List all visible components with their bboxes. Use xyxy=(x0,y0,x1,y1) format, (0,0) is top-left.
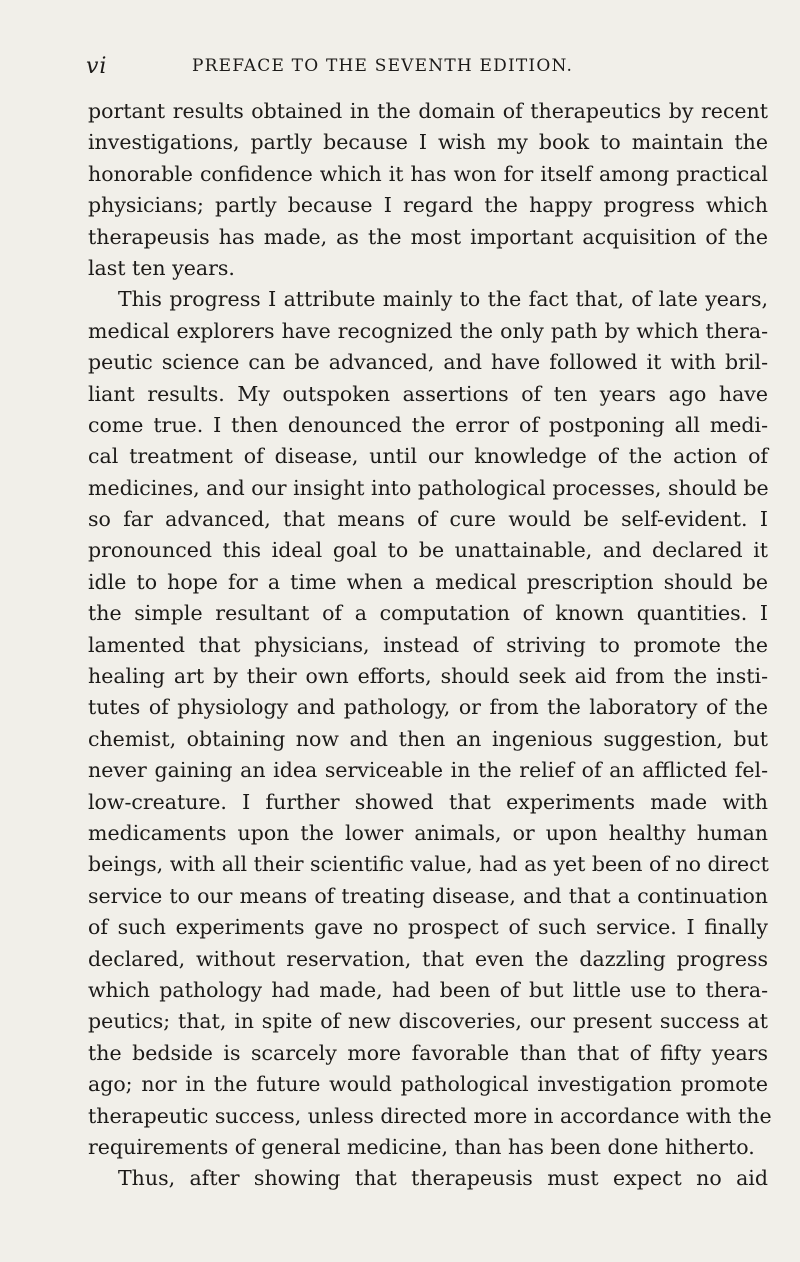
text-line: therapeutic success, unless directed more in accordance with the xyxy=(88,1103,772,1128)
text-line: last ten years. xyxy=(88,255,235,280)
text-line: low-creature. I further showed that experiments made with xyxy=(88,789,768,814)
text-line: cal treatment of disease, until our knowledge of the action of xyxy=(88,444,768,469)
text-line: declared, without reservation, that even the dazzling progress xyxy=(88,946,768,971)
text-line: the bedside is scarcely more favorable than that of fifty years xyxy=(88,1040,768,1065)
text-line: peutic science can be advanced, and have followed it with bril- xyxy=(88,350,768,375)
text-line: honorable confidence which it has won for itself among practical xyxy=(88,161,768,186)
text-line: healing art by their own efforts, should seek aid from the insti- xyxy=(88,664,768,689)
text-line: idle to hope for a time when a medical prescription should be xyxy=(88,569,768,594)
text-line: medical explorers have recognized the only path by which thera- xyxy=(88,318,768,343)
text-line: medicines, and our insight into pathological processes, should be xyxy=(88,475,769,500)
text-line: peutics; that, in spite of new discoveries, our present success at xyxy=(88,1009,768,1034)
text-line: come true. I then denounced the error of postponing all medi- xyxy=(88,412,768,437)
text-line: the simple resultant of a computation of known quantities. I xyxy=(88,601,768,626)
text-line: never gaining an idea serviceable in the relief of an afflicted fel- xyxy=(88,758,768,783)
text-line: Thus, after showing that therapeusis must expect no aid xyxy=(118,1166,768,1191)
text-line: beings, with all their scientific value, had as yet been of no direct xyxy=(88,852,769,877)
text-line: tutes of physiology and pathology, or from the laboratory of the xyxy=(88,695,768,720)
text-line: which pathology had made, had been of but little use to thera- xyxy=(88,977,768,1002)
text-line: liant results. My outspoken assertions of ten years ago have xyxy=(88,381,768,406)
text-line: so far advanced, that means of cure would be self-evident. I xyxy=(88,507,768,532)
text-line: pronounced this ideal goal to be unattainable, and declared it xyxy=(88,538,768,563)
text-line: service to our means of treating disease, and that a continuation xyxy=(88,883,768,908)
text-line: chemist, obtaining now and then an ingenious suggestion, but xyxy=(88,726,768,751)
text-line: ago; nor in the future would pathological investigation promote xyxy=(88,1072,768,1097)
text-line: of such experiments gave no prospect of such service. I finally xyxy=(88,915,768,940)
text-line: therapeusis has made, as the most important acquisition of the xyxy=(88,224,768,249)
text-line: physicians; partly because I regard the happy progress which xyxy=(88,193,768,218)
body-text xyxy=(88,96,772,1195)
running-head: PREFACE TO THE SEVENTH EDITION. xyxy=(192,56,574,76)
page-header xyxy=(86,54,766,88)
page-number: vi xyxy=(86,54,108,79)
text-line: portant results obtained in the domain of therapeutics by recent xyxy=(88,99,768,123)
text-line: requirements of general medicine, than has been done hitherto. xyxy=(88,1134,755,1159)
text-line: This progress I attribute mainly to the fact that, of late years, xyxy=(118,287,768,312)
text-line: investigations, partly because I wish my book to maintain the xyxy=(88,130,768,155)
text-line: medicaments upon the lower animals, or upon healthy human xyxy=(88,820,768,845)
text-line: lamented that physicians, instead of striving to promote the xyxy=(88,632,768,657)
